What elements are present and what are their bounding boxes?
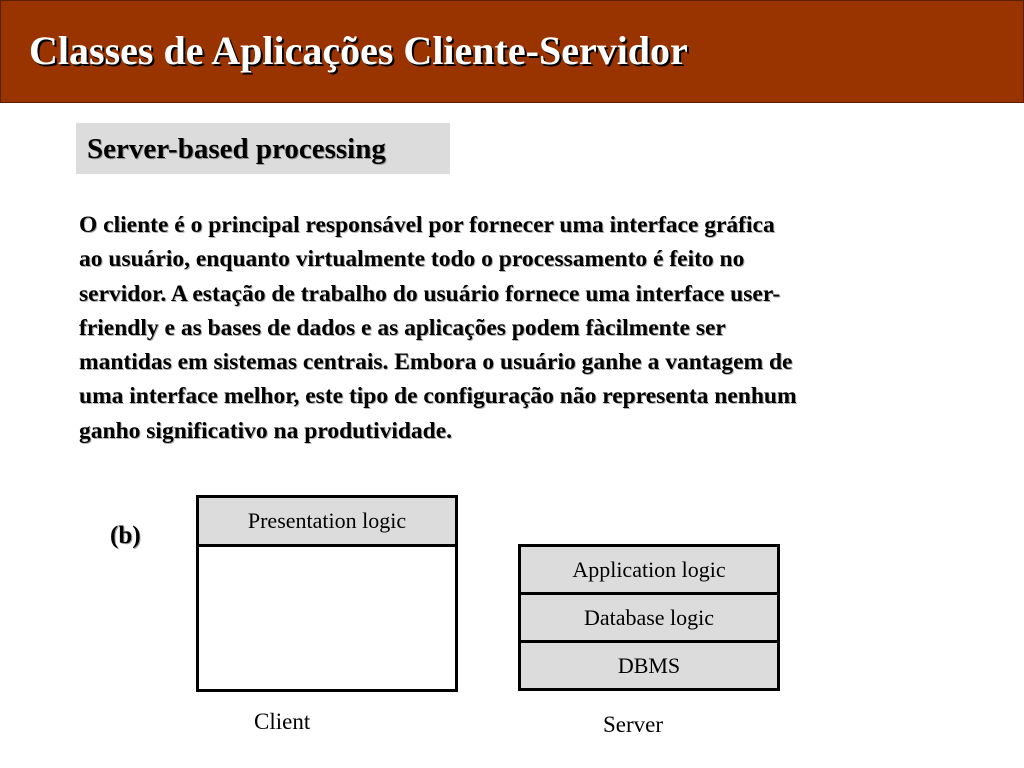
slide-title: Classes de Aplicações Cliente-Servidor — [29, 28, 688, 73]
client-box — [196, 495, 458, 692]
client-caption: Client — [254, 709, 311, 734]
slide-subtitle: Server-based processing — [87, 133, 386, 165]
title-bar — [0, 0, 1024, 103]
database-logic-layer: Database logic — [521, 592, 777, 640]
dbms-layer: DBMS — [521, 640, 777, 688]
application-logic-layer: Application logic — [521, 547, 777, 592]
body-line: servidor. A estação de trabalho do usuário fornece uma interface user- — [79, 280, 781, 307]
body-paragraph — [79, 208, 959, 448]
body-line: O cliente é o principal responsável por fornecer uma interface gráfica — [79, 212, 775, 238]
subtitle-box — [76, 123, 450, 174]
server-caption: Server — [603, 712, 664, 737]
body-line: uma interface melhor, este tipo de configuração não representa nenhum — [79, 383, 797, 410]
presentation-logic-layer: Presentation logic — [199, 498, 455, 547]
diagram-label: (b) — [110, 522, 141, 549]
body-line: friendly e as bases de dados e as aplicações podem fàcilmente ser — [79, 314, 726, 341]
server-stack — [518, 544, 780, 691]
body-line: mantidas em sistemas centrais. Embora o usuário ganhe a vantagem de — [79, 349, 793, 376]
body-line: ganho significativo na produtividade. — [79, 417, 453, 444]
body-line: ao usuário, enquanto virtualmente todo o processamento é feito no — [79, 246, 745, 273]
